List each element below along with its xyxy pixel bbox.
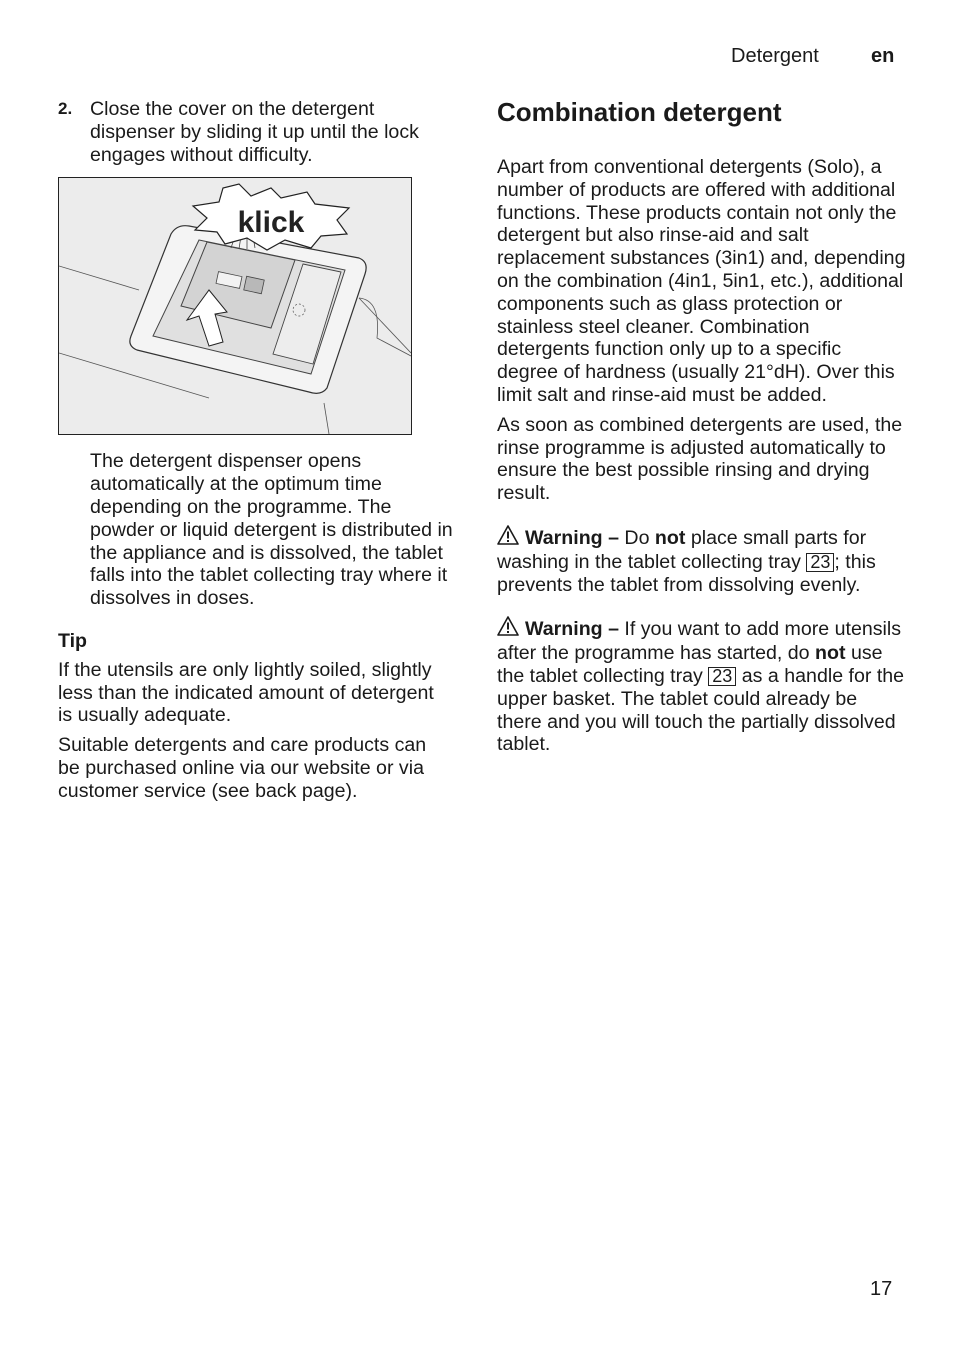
reference-number-box: 23: [806, 553, 834, 572]
warning-1-text-mid: place small parts for washing in the tablet collecting tray: [497, 526, 867, 573]
warning-2-text: If you want to add more utensils after the programme has started, do: [497, 618, 902, 665]
running-header-section: Detergent: [731, 45, 819, 67]
tip-paragraph-1: If the utensils are only lightly soiled, slightly less than the indicated amount of detergent is usually adequate.: [58, 658, 434, 727]
warning-1-text: Do: [618, 526, 655, 549]
step-number: 2.: [58, 99, 73, 118]
warning-1-text-end: ; this prevents the tablet from dissolving evenly.: [497, 550, 876, 596]
warning-2: [497, 616, 907, 756]
warning-triangle-icon: [497, 616, 519, 642]
dispenser-paragraph: The detergent dispenser opens automatically at the optimum time depending on the programme. The powder or liquid detergent is distributed in the appliance and is dissolved, the tablet falls into the tablet collecting tray where it dissolves in doses.: [90, 450, 453, 610]
page-number: 17: [870, 1278, 893, 1300]
warning-1-emphasis: not: [654, 526, 686, 549]
warning-1-label: Warning –: [525, 526, 619, 549]
reference-number-box: 23: [708, 667, 736, 686]
step-2: [58, 98, 453, 166]
combination-paragraph-2: As soon as combined detergents are used, the rinse programme is adjusted automatically to ensure the best possible rinsing and drying result.: [497, 413, 903, 505]
combination-paragraph-1: Apart from conventional detergents (Solo), a number of products are offered with additional functions. These products contain not only the detergent but also rinse-aid and salt replacement substances (3in1) and, depending on the combination (4in1, 5in1, etc.), additional components such as glass protection or stainless steel cleaner. Combination detergents function only up to a specific degree of hardness (usually 21°dH). Over this limit salt and rinse-aid must be added.: [497, 156, 906, 406]
warning-2-label: Warning –: [525, 618, 619, 641]
dispenser-illustration: [58, 177, 412, 435]
warning-2-emphasis: not: [815, 642, 846, 665]
warning-1: [497, 525, 907, 596]
klick-label: klick: [237, 206, 305, 240]
tip-heading: Tip: [58, 629, 88, 652]
warning-2-text-mid: use the tablet collecting tray: [497, 642, 883, 687]
warning-2-text-end: as a handle for the upper basket. The tablet could already be there and you will touch the partially dissolved tablet.: [497, 664, 905, 756]
section-heading: Combination detergent: [497, 97, 782, 127]
running-header-language: en: [871, 45, 895, 67]
warning-triangle-icon: [497, 525, 519, 551]
step-text: Close the cover on the detergent dispenser by sliding it up until the lock engages without difficulty.: [90, 98, 419, 166]
tip-paragraph-2: Suitable detergents and care products can be purchased online via our website or via customer service (see back page).: [58, 734, 427, 802]
left-column: [58, 98, 453, 810]
right-column: [497, 97, 907, 763]
